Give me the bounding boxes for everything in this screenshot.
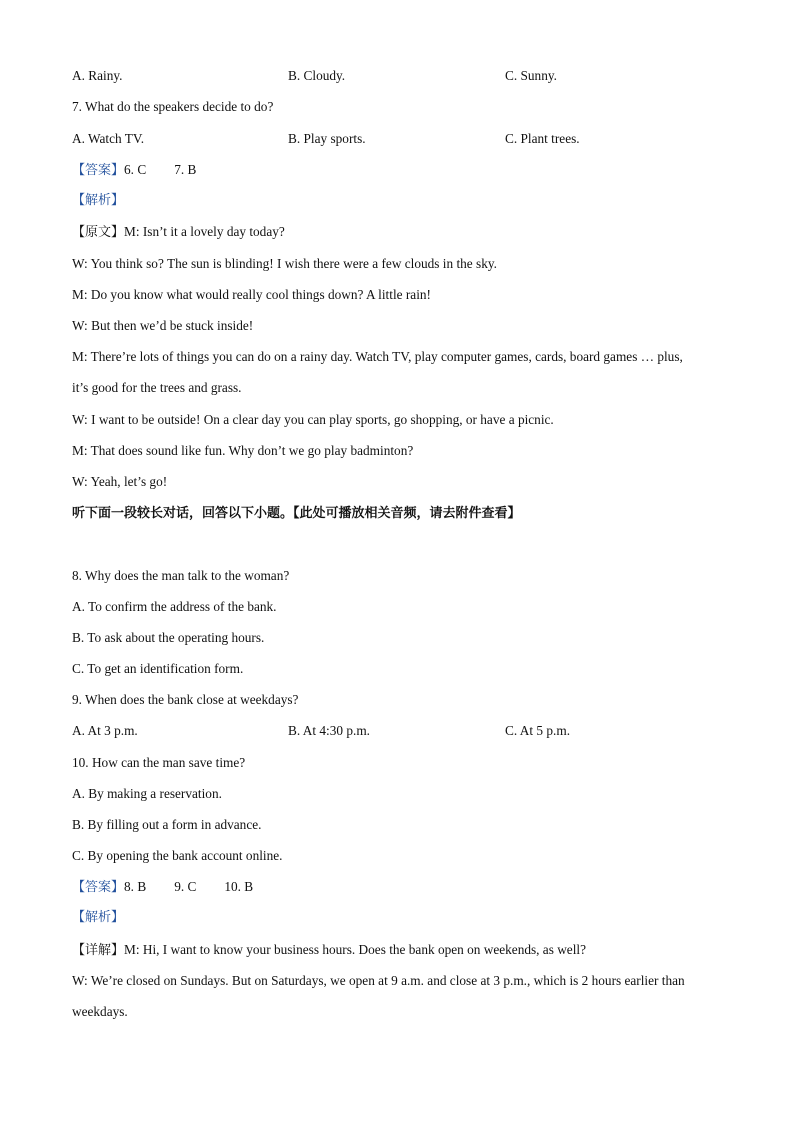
- q7-question: 7. What do the speakers decide to do?: [72, 99, 274, 114]
- answer-tag: 【答案】: [72, 163, 125, 178]
- q7-option-b: B. Play sports.: [288, 131, 366, 146]
- answer-line-2: [72, 879, 253, 896]
- transcript-line-6: it’s good for the trees and grass.: [72, 380, 242, 395]
- transcript-line-7: W: I want to be outside! On a clear day you can play sports, go shopping, or have a picnic.: [72, 412, 554, 427]
- analysis-tag-2: 【解析】: [72, 910, 125, 925]
- q8-option-c: C. To get an identification form.: [72, 661, 244, 676]
- q8-option-a: A. To confirm the address of the bank.: [72, 599, 277, 614]
- transcript-line-2: W: You think so? The sun is blinding! I wish there were a few clouds in the sky.: [72, 256, 497, 271]
- answer-8: 8. B: [124, 879, 147, 894]
- q10-option-c: C. By opening the bank account online.: [72, 848, 283, 863]
- answer-6: 6. C: [124, 162, 147, 177]
- q10-option-a: A. By making a reservation.: [72, 786, 222, 801]
- answer-9: 9. C: [174, 879, 197, 894]
- transcript-tag: 【原文】: [72, 225, 125, 240]
- q10-question: 10. How can the man save time?: [72, 755, 246, 770]
- detail-line-1: [72, 942, 586, 959]
- answer-tag: 【答案】: [72, 880, 125, 895]
- detail-text: M: Hi, I want to know your business hours. Does the bank open on weekends, as well?: [124, 942, 587, 957]
- q7-option-c: C. Plant trees.: [505, 131, 580, 146]
- answer-7: 7. B: [174, 162, 197, 177]
- transcript-line-8: M: That does sound like fun. Why don’t we go play badminton?: [72, 443, 414, 458]
- answer-10: 10. B: [224, 879, 254, 894]
- q9-option-b: B. At 4:30 p.m.: [288, 723, 371, 738]
- q7-option-a: A. Watch TV.: [72, 131, 145, 146]
- q9-question: 9. When does the bank close at weekdays?: [72, 692, 299, 707]
- detail-line-3: weekdays.: [72, 1004, 128, 1019]
- transcript-line-9: W: Yeah, let’s go!: [72, 474, 168, 489]
- q6-option-c: C. Sunny.: [505, 68, 557, 83]
- q6-option-b: B. Cloudy.: [288, 68, 346, 83]
- detail-line-2: W: We’re closed on Sundays. But on Saturdays, we open at 9 a.m. and close at 3 p.m., which is 2 hours earlier than: [72, 973, 685, 988]
- detail-tag: 【详解】: [72, 943, 125, 958]
- transcript-line-5: M: There’re lots of things you can do on a rainy day. Watch TV, play computer games, cards, board games … plus,: [72, 349, 683, 364]
- q9-option-c: C. At 5 p.m.: [505, 723, 571, 738]
- transcript-text: M: Isn’t it a lovely day today?: [124, 224, 285, 239]
- analysis-tag-1: 【解析】: [72, 193, 125, 208]
- q8-option-b: B. To ask about the operating hours.: [72, 630, 265, 645]
- listening-instruction: 听下面一段较长对话，回答以下小题。【此处可播放相关音频，请去附件查看】: [72, 506, 521, 521]
- q10-option-b: B. By filling out a form in advance.: [72, 817, 262, 832]
- answer-line-1: [72, 162, 196, 179]
- transcript-line-4: W: But then we’d be stuck inside!: [72, 318, 254, 333]
- transcript-line-3: M: Do you know what would really cool things down? A little rain!: [72, 287, 431, 302]
- q9-option-a: A. At 3 p.m.: [72, 723, 138, 738]
- q6-option-a: A. Rainy.: [72, 68, 123, 83]
- transcript-line-1: [72, 224, 285, 241]
- q8-question: 8. Why does the man talk to the woman?: [72, 568, 290, 583]
